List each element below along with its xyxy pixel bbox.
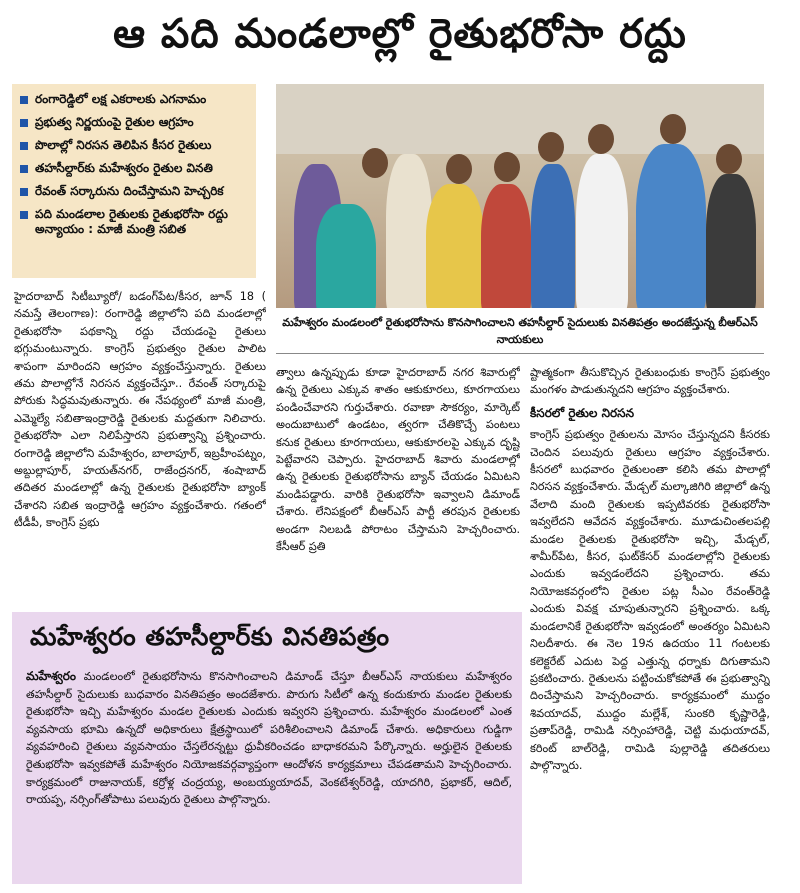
square-bullet-icon — [20, 188, 28, 196]
highlight-text: తహసీల్దార్‌కు మహేశ్వరం రైతుల వినతి — [35, 161, 213, 175]
highlight-item — [20, 161, 250, 176]
box-body — [26, 668, 512, 809]
article-text: కాంగ్రెస్ ప్రభుత్వం రైతులను మోసం చేస్తున్నదని కీసరకు చెందిన పలువురు రైతులు ఆగ్రహం వ్యక్తంచేశారు. కీసరలో బుధవారం రైతులంతా కలిసి తమ పొలాల్లో నిరసన వ్యక్తంచేశారు. మేడ్చల్ మల్కాజిగిరి జిల్లాలో ఉన్న వేలాది మంది రైతులకు ఇప్పటివరకు రైతుభరోసా ఇవ్వలేదని ఆవేదన వ్యక్తంచేశారు. మూడుచింతలపల్లి మండల రైతులకు రైతుభరోసా ఇచ్చి, మేడ్చల్, శామీర్‌పేట, కీసర, ఘట్‌కేసర్ మండలాల్లోని రైతులకు ఎందుకు ఇవ్వడంలేదని ప్రశ్నించారు. తమ నియోజకవర్గంలోని రైతుల పట్ల సీఎం రేవంత్‌రెడ్డి ఎందుకు వివక్ష చూపుతున్నారని ప్రశ్నించారు. ఒక్క మండలానికే రైతుభరోసా ఇవ్వడంలో అంతర్యం ఏమిటని నిలదీశారు. ఈ నెల 19న ఉదయం 11 గంటలకు కలెక్టరేట్ ఎదుట పెద్ద ఎత్తున్న ధర్నాకు దిగుతామని ప్రకటించారు. రైతులను పట్టించుకోకపోతే ఈ ప్రభుత్వాన్ని దించేస్తామని హెచ్చరించారు. కార్యక్రమంలో ముద్దం శివయాదవ్, ముద్దం మల్లేశ్, సుంకరి కృష్ణారెడ్డి, ప్రతాప్‌రెడ్డి, రామిడి నర్సింహారెడ్డి, చెట్టి మధుయాదవ్, కరింట్ బాల్‌రెడ్డి, రామిడి పుల్లారెడ్డి తదితరులు పాల్గొన్నారు. — [530, 428, 770, 772]
article-text: త్వాలు ఉన్నప్పుడు కూడా హైదరాబాద్ నగర శివారుల్లో ఉన్న రైతులు ఎక్కువ శాతం ఆకుకూరలు, కూరగాయలు పండించేవారని గుర్తుచేశారు. రవాణా సౌకర్యం, మార్కెట్ అందుబాటులో ఉండటం, త్వరగా చేతికొచ్చే పంటలు కనుక రైతులు కూరగాయలు, ఆకుకూరలపై ఎక్కువ దృష్టి పెట్టేవారని చెప్పారు. హైదరాబాద్ శివారు మండలాల్లో ఉన్న రైతులకు రైతుభరోసాను బ్యాన్ చేయడం ఏమిటని మండిపడ్డారు. వారికి రైతుభరోసా ఇవ్వాలని డిమాండ్ చేశారు. లేనిపక్షంలో బీఆర్ఎస్ పార్టీ తరపున రైతులకు అండగా నిలబడి పోరాటం చేస్తామని హెచ్చరించారు. కేసీఆర్ ప్రతి — [276, 366, 520, 554]
highlight-item — [20, 115, 250, 130]
square-bullet-icon — [20, 119, 28, 127]
photo-figure — [636, 144, 706, 308]
article-column-2 — [276, 364, 520, 598]
photo-figure — [531, 164, 575, 308]
sidebar-story-box — [12, 612, 522, 884]
square-bullet-icon — [20, 211, 28, 219]
highlights-box — [12, 84, 256, 278]
photo-head — [446, 154, 472, 184]
article-text: హైదరాబాద్ సిటీబ్యూరో/ బడంగ్‌పేట/కీసర, జూన్ 18 ( నమస్తే తెలంగాణ): రంగారెడ్డి జిల్లాలోని పది మండలాల్లో రైతుభరోసా పథకాన్ని రద్దు చేయడంపై రైతులు భగ్గుమంటున్నారు. కాంగ్రెస్ ప్రభుత్వం రైతుల పాలిట శాపంగా మారిందని ఆగ్రహం వ్యక్తంచేస్తున్నారు. రైతులు తమ పొలాల్లోనే నిరసన వ్యక్తంచేస్తూ.. రేవంత్ సర్కారుపై పోరుకు సిద్ధమవుతున్నారు. ఈ నేపథ్యంలో మాజీ మంత్రి, ఎమ్మెల్యే సబితాఇంద్రారెడ్డి రైతులకు మద్దతుగా నిలిచారు. రైతుభరోసా ఎలా నిలిపేస్తారని ప్రభుత్వాన్ని ప్రశ్నించారు. రంగారెడ్డి జిల్లాలోని మహేశ్వరం, బాలాపూర్, ఇబ్రహీంపట్నం, అబ్దుల్లాపూర్, హయత్‌నగర్, రాజేంద్రనగర్, శంషాబాద్ తదితర మండలాల్లో ఉన్న రైతులకు రైతుభరోసా బ్యాంక్ చేశారని సబిత ఇంద్రారెడ్డి ఆగ్రహం వ్యక్తంచేశారు. గతంలో టీడీపీ, కాంగ్రెస్ ప్రభు — [14, 290, 266, 530]
highlight-item — [20, 138, 250, 153]
photo-figure — [576, 154, 628, 308]
square-bullet-icon — [20, 96, 28, 104]
photo-head — [716, 144, 742, 174]
photo-figure — [481, 184, 531, 308]
highlight-item — [20, 92, 250, 107]
article-column-1 — [14, 288, 266, 594]
photo-head — [660, 114, 686, 144]
dateline: మహేశ్వరం — [26, 669, 76, 683]
photo-head — [588, 124, 614, 154]
article-column-3 — [530, 364, 770, 890]
photo-head — [538, 132, 564, 162]
box-text: మండలంలో రైతుభరోసాను కొనసాగించాలని డిమాండ్ చేస్తూ బీఆర్ఎస్ నాయకులు మహేశ్వరం తహసీల్దార్ సైదులుకు బుధవారం వినతిపత్రం అందజేశారు. పొరుగు సిటీలో ఉన్న కందుకూరు మండల రైతులకు రైతుభరోసా ఇచ్చి మహేశ్వరం మండల రైతులకు ఎందుకు ఇవ్వరని ప్రశ్నించారు. మహేశ్వరం మండలంలో ఎంత వ్యవసాయ భూమి ఉన్నదో అధికారులు క్షేత్రస్థాయిలో పరిశీలించాలని డిమాండ్ చేశారు. అధికారులు గుడ్డిగా వ్యవహరించి రైతులు వ్యవసాయం చేస్తలేరన్నట్టు ధ్రువీకరించడం బాధాకరమని పేర్కొన్నారు. అర్హులైన రైతులకు రైతుభరోసా ఇవ్వకపోతే మహేశ్వరం నియోజకవర్గవ్యాప్తంగా ఆందోళన కార్యక్రమాలు చేపడతామని హెచ్చరించారు. కార్యక్రమంలో రాజునాయక్, కర్రోళ్ల చంద్రయ్య, అంబయ్యయాదవ్, వెంకటేశ్వర్‌రెడ్డి, యాదగిరి, ప్రభాకర్, ఆదిల్, రాయప్ప, నర్సింగ్‌తోపాటు పలువురు రైతులు పాల్గొన్నారు. — [26, 670, 512, 807]
square-bullet-icon — [20, 165, 28, 173]
headline: ఆ పది మండలాల్లో రైతుభరోసా రద్దు — [113, 11, 687, 57]
highlight-text: ప్రభుత్వ నిర్ణయంపై రైతుల ఆగ్రహం — [35, 115, 194, 129]
photo-head — [494, 152, 520, 182]
highlight-text: రంగారెడ్డిలో లక్ష ఎకరాలకు ఎగనామం — [35, 92, 207, 106]
section-subheading: కీసరలో రైతుల నిరసన — [530, 405, 635, 420]
photo-background — [276, 84, 764, 154]
highlight-item — [20, 184, 250, 199]
photo-caption: మహేశ్వరం మండలంలో రైతుభరోసాను కొనసాగించాలని తహసీల్దార్ సైదులుకు వినతిపత్రం అందజేస్తున్న బీఆర్ఎస్ నాయకులు — [276, 310, 764, 354]
highlight-text: పది మండలాల రైతులకు రైతుభరోసా రద్దు అన్యాయం : మాజీ మంత్రి సబిత — [35, 207, 228, 236]
box-title: మహేశ్వరం తహసీల్దార్‌కు వినతిపత్రం — [30, 622, 390, 651]
photo-figure — [426, 184, 484, 308]
square-bullet-icon — [20, 142, 28, 150]
photo-figure — [706, 174, 756, 308]
highlight-item — [20, 207, 250, 237]
highlight-text: రేవంత్ సర్కారును దించేస్తామని హెచ్చరిక — [35, 184, 224, 198]
photo-head — [362, 148, 388, 178]
photo-figure — [316, 204, 376, 308]
article-text: ష్టాత్మకంగా తీసుకొచ్చిన రైతుబంధుకు కాంగ్రెస్ ప్రభుత్వం మంగళం పాడుతున్నదని ఆగ్రహం వ్యక్తంచేశారు. — [530, 366, 770, 397]
highlight-text: పొలాల్లో నిరసన తెలిపిన కీసర రైతులు — [35, 138, 212, 152]
news-photo — [276, 84, 764, 308]
